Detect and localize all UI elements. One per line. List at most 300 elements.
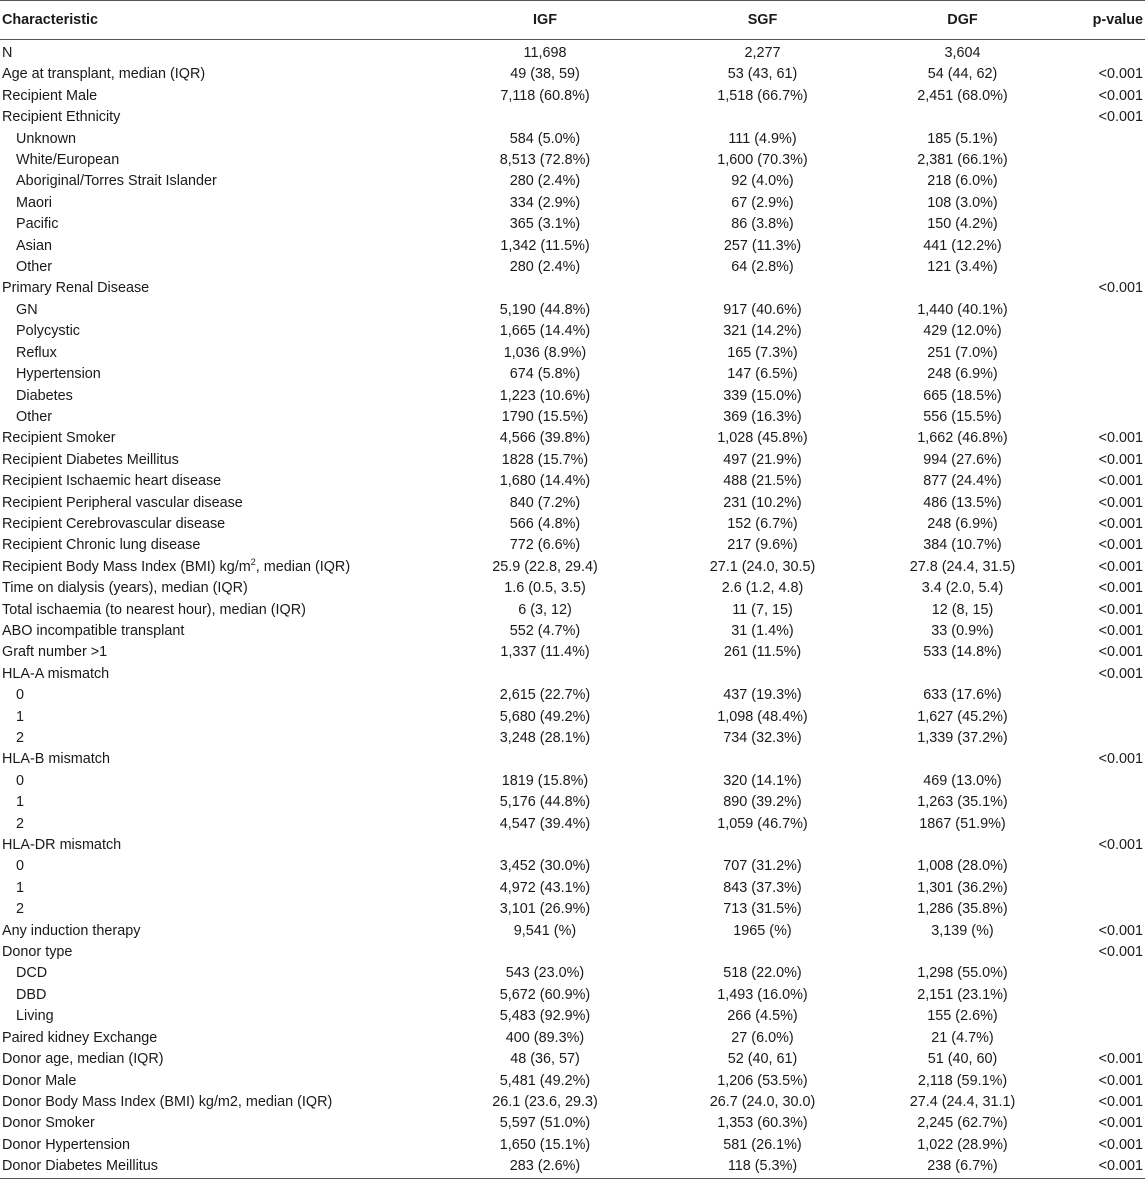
- cell-sgf: 86 (3.8%): [731, 216, 794, 233]
- row-label: DBD: [16, 986, 47, 1003]
- cell-igf: 1,223 (10.6%): [499, 387, 591, 404]
- table-row: [0, 514, 1145, 535]
- cell-sgf: 1,059 (46.7%): [717, 815, 808, 832]
- cell-igf: 552 (4.7%): [509, 622, 581, 639]
- row-label: 2: [16, 730, 25, 746]
- cell-dgf: [865, 942, 1060, 963]
- cell-igf: 1790 (15.5%): [501, 408, 589, 425]
- table-row: [0, 428, 1145, 449]
- row-label: Donor age, median (IQR): [2, 1051, 164, 1068]
- row-label: White/European: [16, 152, 120, 169]
- cell-p-value: [1060, 40, 1145, 65]
- row-label: Maori: [16, 194, 52, 211]
- cell-igf: 6 (3, 12): [518, 601, 572, 618]
- cell-p-value: <0.001: [1098, 430, 1143, 447]
- cell-igf: 5,672 (60.9%): [499, 986, 591, 1003]
- row-label: Recipient Male: [2, 87, 98, 104]
- cell-dgf: 1867 (51.9%): [919, 815, 1006, 832]
- cell-igf: 5,190 (44.8%): [499, 301, 591, 318]
- cell-sgf: 27.1 (24.0, 30.5): [709, 558, 816, 575]
- row-label: Recipient Chronic lung disease: [2, 537, 201, 554]
- cell-sgf: 437 (19.3%): [723, 687, 802, 704]
- cell-p-value: <0.001: [1098, 87, 1143, 104]
- cell-dgf: 2,118 (59.1%): [917, 1072, 1008, 1089]
- row-label: N: [2, 45, 13, 61]
- cell-sgf: 147 (6.5%): [727, 366, 798, 383]
- table-row: [0, 107, 1145, 128]
- cell-p-value: <0.001: [1098, 622, 1143, 639]
- cell-dgf: 1,298 (55.0%): [917, 965, 1008, 982]
- row-label: Asian: [16, 237, 52, 254]
- row-label: DCD: [16, 965, 48, 982]
- row-label: 0: [16, 772, 25, 789]
- row-label: Time on dialysis (years), median (IQR): [2, 580, 248, 597]
- cell-sgf: 217 (9.6%): [727, 537, 798, 554]
- row-label-superscript: 2: [250, 556, 256, 567]
- cell-dgf: 27.8 (24.4, 31.5): [909, 558, 1016, 575]
- table-row: [0, 878, 1145, 899]
- row-label: 1: [16, 879, 25, 896]
- cell-sgf: 1,098 (48.4%): [717, 708, 808, 725]
- row-label: Other: [16, 259, 52, 276]
- cell-igf: 5,680 (49.2%): [499, 708, 591, 725]
- cell-sgf: 497 (21.9%): [723, 451, 802, 468]
- cell-igf: 334 (2.9%): [509, 194, 581, 211]
- cell-p-value: <0.001: [1098, 515, 1143, 532]
- cell-igf: 26.1 (23.6, 29.3): [492, 1093, 598, 1110]
- cell-dgf: 1,440 (40.1%): [917, 301, 1008, 318]
- cell-sgf: 52 (40, 61): [727, 1051, 798, 1068]
- row-label: Recipient Cerebrovascular disease: [2, 515, 226, 532]
- cell-p-value: [1060, 856, 1145, 877]
- cell-sgf: 488 (21.5%): [723, 473, 802, 490]
- cell-dgf: 54 (44, 62): [927, 66, 998, 83]
- cell-p-value: [1060, 985, 1145, 1006]
- row-label: Other: [16, 408, 52, 425]
- table-row: [0, 1006, 1145, 1027]
- row-label: HLA-B mismatch: [2, 751, 110, 768]
- table-row: [0, 1071, 1145, 1092]
- cell-sgf: 1,518 (66.7%): [717, 87, 808, 104]
- cell-igf: 1.6 (0.5, 3.5): [504, 580, 586, 597]
- cell-sgf: 734 (32.3%): [723, 730, 802, 746]
- cell-igf: 4,972 (43.1%): [499, 879, 591, 896]
- cell-p-value: <0.001: [1098, 451, 1143, 468]
- table-row: [0, 150, 1145, 171]
- row-label: ABO incompatible transplant: [2, 622, 185, 639]
- table-row: [0, 600, 1145, 621]
- cell-dgf: [865, 749, 1060, 770]
- table-row: [0, 386, 1145, 407]
- cell-sgf: 1,600 (70.3%): [717, 152, 808, 169]
- cell-igf: 3,248 (28.1%): [499, 730, 591, 746]
- cell-sgf: [660, 278, 865, 299]
- table-row: [0, 64, 1145, 85]
- cell-sgf: 31 (1.4%): [731, 622, 794, 639]
- table-row: [0, 407, 1145, 428]
- cell-igf: 1,665 (14.4%): [499, 323, 591, 340]
- cell-dgf: 155 (2.6%): [927, 1008, 998, 1025]
- cell-igf: 48 (36, 57): [510, 1051, 580, 1068]
- cell-p-value: <0.001: [1098, 1136, 1143, 1153]
- row-label: 0: [16, 687, 25, 704]
- row-label: Recipient Diabetes Meillitus: [2, 451, 179, 468]
- row-label: 1: [16, 794, 25, 811]
- cell-igf: 11,698: [523, 45, 567, 61]
- cell-sgf: 369 (16.3%): [723, 408, 802, 425]
- cell-igf: 1,650 (15.1%): [499, 1136, 591, 1153]
- cell-sgf: [660, 749, 865, 770]
- row-label: Donor Smoker: [2, 1115, 95, 1132]
- cell-p-value: <0.001: [1098, 1072, 1143, 1089]
- cell-p-value: [1060, 236, 1145, 257]
- table-row: [0, 1113, 1145, 1134]
- table-row: [0, 1156, 1145, 1178]
- cell-p-value: <0.001: [1098, 1093, 1143, 1110]
- cell-sgf: 231 (10.2%): [723, 494, 802, 511]
- table-row: [0, 364, 1145, 385]
- cell-sgf: 152 (6.7%): [727, 515, 798, 532]
- table-row: [0, 621, 1145, 642]
- row-label: Pacific: [16, 216, 59, 233]
- table-row: [0, 214, 1145, 235]
- cell-dgf: 384 (10.7%): [923, 537, 1002, 554]
- row-label: Unknown: [16, 130, 76, 147]
- table-row: [0, 129, 1145, 150]
- cell-p-value: [1060, 386, 1145, 407]
- cell-sgf: 1965 (%): [733, 922, 792, 939]
- cell-sgf: 1,028 (45.8%): [717, 430, 808, 447]
- row-label: Living: [16, 1008, 54, 1025]
- cell-igf: 400 (89.3%): [505, 1029, 585, 1046]
- row-label: Donor Hypertension: [2, 1136, 130, 1153]
- cell-dgf: 469 (13.0%): [923, 772, 1002, 789]
- cell-dgf: 441 (12.2%): [923, 237, 1002, 254]
- table-row: [0, 771, 1145, 792]
- cell-p-value: <0.001: [1098, 580, 1143, 597]
- table-body: [0, 40, 1145, 1179]
- cell-p-value: [1060, 1028, 1145, 1049]
- cell-p-value: <0.001: [1098, 644, 1143, 661]
- row-label: Donor Body Mass Index (BMI) kg/m2, median (IQR): [2, 1093, 333, 1110]
- cell-p-value: <0.001: [1098, 922, 1143, 939]
- cell-sgf: 843 (37.3%): [723, 879, 802, 896]
- cell-igf: 7,118 (60.8%): [500, 87, 590, 104]
- cell-igf: 4,547 (39.4%): [499, 815, 591, 832]
- cell-dgf: 1,339 (37.2%): [917, 730, 1008, 746]
- cell-dgf: 33 (0.9%): [931, 622, 994, 639]
- table-row: [0, 1028, 1145, 1049]
- row-label: Recipient Peripheral vascular disease: [2, 494, 243, 511]
- cell-igf: 3,101 (26.9%): [499, 901, 591, 918]
- table-row: [0, 921, 1145, 942]
- cell-p-value: [1060, 899, 1145, 920]
- table-row: [0, 707, 1145, 728]
- cell-dgf: [865, 107, 1060, 128]
- table-row: [0, 1049, 1145, 1070]
- cell-p-value: [1060, 771, 1145, 792]
- table-row: [0, 40, 1145, 65]
- row-label: [0, 557, 430, 578]
- header-characteristic: Characteristic: [0, 1, 430, 40]
- cell-dgf: 633 (17.6%): [923, 687, 1002, 704]
- cell-igf: 5,483 (92.9%): [499, 1008, 591, 1025]
- table-row: [0, 792, 1145, 813]
- cell-p-value: <0.001: [1098, 494, 1143, 511]
- table-row: [0, 300, 1145, 321]
- cell-igf: [430, 278, 660, 299]
- cell-igf: 283 (2.6%): [430, 1156, 660, 1178]
- row-label: Aboriginal/Torres Strait Islander: [16, 173, 217, 190]
- row-label: Age at transplant, median (IQR): [2, 66, 206, 83]
- cell-p-value: [1060, 129, 1145, 150]
- cell-p-value: [1060, 728, 1145, 749]
- cell-p-value: <0.001: [1098, 109, 1143, 126]
- row-label: Diabetes: [16, 387, 73, 404]
- row-label: Reflux: [16, 344, 57, 361]
- cell-dgf: 1,022 (28.9%): [917, 1136, 1008, 1153]
- cell-dgf: 877 (24.4%): [923, 473, 1002, 490]
- table-header: [0, 1, 1145, 40]
- cell-igf: 8,513 (72.8%): [499, 152, 591, 169]
- cell-p-value: <0.001: [1098, 665, 1143, 682]
- cell-sgf: 111 (4.9%): [728, 130, 797, 147]
- row-label: GN: [16, 301, 38, 318]
- row-label: HLA-DR mismatch: [2, 837, 122, 854]
- cell-dgf: 12 (8, 15): [931, 601, 994, 618]
- cell-sgf: 257 (11.3%): [723, 237, 802, 254]
- cell-sgf: 581 (26.1%): [723, 1136, 802, 1153]
- cell-sgf: 2.6 (1.2, 4.8): [721, 580, 804, 597]
- header-igf: IGF: [430, 1, 660, 40]
- cell-igf: 280 (2.4%): [509, 173, 581, 190]
- cell-igf: 2,615 (22.7%): [499, 687, 591, 704]
- table-row: [0, 236, 1145, 257]
- cell-igf: 5,176 (44.8%): [499, 794, 591, 811]
- cell-p-value: <0.001: [1098, 837, 1143, 854]
- cell-p-value: [1060, 685, 1145, 706]
- table-row: [0, 1092, 1145, 1113]
- cell-sgf: 165 (7.3%): [727, 344, 798, 361]
- row-label: Donor Male: [2, 1072, 77, 1089]
- cell-igf: 840 (7.2%): [509, 494, 581, 511]
- cell-p-value: <0.001: [1098, 1051, 1143, 1068]
- row-label: Any induction therapy: [2, 922, 141, 939]
- cell-igf: 1,680 (14.4%): [499, 473, 591, 490]
- row-label-part: , median (IQR): [255, 558, 351, 575]
- table-row: [0, 557, 1145, 578]
- cell-dgf: 2,245 (62.7%): [917, 1115, 1008, 1132]
- cell-p-value: [1060, 963, 1145, 984]
- row-label: Recipient Smoker: [2, 430, 116, 447]
- header-dgf: DGF: [865, 1, 1060, 40]
- table-row: [0, 86, 1145, 107]
- cell-p-value: [1060, 707, 1145, 728]
- row-label: Paired kidney Exchange: [2, 1029, 158, 1046]
- table-row: [0, 450, 1145, 471]
- cell-dgf: 994 (27.6%): [923, 451, 1002, 468]
- row-label: HLA-A mismatch: [2, 665, 110, 682]
- cell-igf: 1819 (15.8%): [501, 772, 589, 789]
- row-label: Recipient Ethnicity: [2, 109, 121, 126]
- cell-sgf: 64 (2.8%): [731, 259, 794, 276]
- cell-p-value: <0.001: [1098, 473, 1143, 490]
- cell-p-value: <0.001: [1098, 66, 1143, 83]
- cell-sgf: 713 (31.5%): [723, 901, 802, 918]
- cell-igf: 1,036 (8.9%): [503, 344, 587, 361]
- cell-dgf: 1,627 (45.2%): [917, 708, 1008, 725]
- table-row: [0, 985, 1145, 1006]
- cell-sgf: 266 (4.5%): [727, 1008, 798, 1025]
- cell-p-value: [1060, 814, 1145, 835]
- cell-dgf: 248 (6.9%): [927, 515, 998, 532]
- cell-dgf: 2,381 (66.1%): [917, 152, 1008, 169]
- cell-dgf: 150 (4.2%): [927, 216, 998, 233]
- header-row: [0, 1, 1145, 40]
- cell-dgf: 3,139 (%): [931, 922, 994, 939]
- table-row: [0, 578, 1145, 599]
- row-label-part: Recipient Body Mass Index (BMI) kg/m: [2, 558, 251, 575]
- cell-p-value: [1060, 343, 1145, 364]
- cell-dgf: 1,008 (28.0%): [917, 858, 1008, 875]
- cell-sgf: 2,277: [744, 45, 781, 61]
- cell-p-value: [1060, 878, 1145, 899]
- cell-p-value: [1060, 214, 1145, 235]
- cell-sgf: [660, 664, 865, 685]
- cell-p-value: [1060, 321, 1145, 342]
- row-label: Recipient Ischaemic heart disease: [2, 473, 222, 490]
- cell-dgf: 218 (6.0%): [927, 173, 998, 190]
- cell-igf: [430, 107, 660, 128]
- cell-igf: 5,481 (49.2%): [499, 1072, 591, 1089]
- table-row: [0, 942, 1145, 963]
- cell-p-value: [1060, 1006, 1145, 1027]
- cell-igf: 49 (38, 59): [510, 66, 580, 83]
- table-row: [0, 471, 1145, 492]
- cell-dgf: 556 (15.5%): [923, 408, 1002, 425]
- cell-sgf: 27 (6.0%): [731, 1029, 794, 1046]
- cell-sgf: 518 (22.0%): [723, 965, 802, 982]
- row-label: 2: [16, 901, 25, 918]
- cell-dgf: 2,451 (68.0%): [917, 87, 1008, 104]
- cell-p-value: <0.001: [1098, 944, 1143, 961]
- row-label: 2: [16, 815, 25, 832]
- table-row: [0, 685, 1145, 706]
- cell-dgf: 1,662 (46.8%): [917, 430, 1008, 447]
- cell-igf: [430, 664, 660, 685]
- cell-p-value: [1060, 364, 1145, 385]
- table-row: [0, 835, 1145, 856]
- cell-dgf: 121 (3.4%): [927, 259, 998, 276]
- cell-igf: 3,452 (30.0%): [499, 858, 591, 875]
- cell-sgf: 320 (14.1%): [723, 772, 802, 789]
- cell-sgf: 261 (11.5%): [723, 644, 802, 661]
- row-label: 1: [16, 708, 25, 725]
- cell-sgf: 917 (40.6%): [723, 301, 802, 318]
- cell-sgf: [660, 835, 865, 856]
- cell-sgf: 67 (2.9%): [731, 194, 794, 211]
- cell-dgf: 2,151 (23.1%): [917, 986, 1008, 1003]
- cell-dgf: [865, 278, 1060, 299]
- row-label: Graft number >1: [2, 644, 108, 661]
- table-row: [0, 664, 1145, 685]
- table-row: [0, 535, 1145, 556]
- cell-dgf: [865, 835, 1060, 856]
- cell-dgf: 665 (18.5%): [923, 387, 1002, 404]
- cell-sgf: 92 (4.0%): [731, 173, 794, 190]
- cell-dgf: 251 (7.0%): [927, 344, 998, 361]
- cell-dgf: 1,301 (36.2%): [917, 879, 1008, 896]
- cell-p-value: <0.001: [1098, 558, 1143, 575]
- cell-dgf: 248 (6.9%): [927, 366, 998, 383]
- table-row: [0, 171, 1145, 192]
- cell-igf: [430, 942, 660, 963]
- cell-dgf: 533 (14.8%): [923, 644, 1002, 661]
- cell-dgf: 486 (13.5%): [923, 494, 1002, 511]
- cell-p-value: <0.001: [1098, 751, 1143, 768]
- table-row: [0, 749, 1145, 770]
- cell-igf: 772 (6.6%): [509, 537, 581, 554]
- cell-igf: 674 (5.8%): [509, 366, 581, 383]
- table-row: [0, 321, 1145, 342]
- cell-sgf: 1,206 (53.5%): [717, 1072, 808, 1089]
- cell-p-value: <0.001: [1060, 1156, 1145, 1178]
- cell-p-value: [1060, 171, 1145, 192]
- table-row: [0, 193, 1145, 214]
- cell-igf: [430, 749, 660, 770]
- row-label: Hypertension: [16, 366, 101, 383]
- cell-sgf: 53 (43, 61): [727, 66, 798, 83]
- cell-p-value: <0.001: [1098, 601, 1143, 618]
- header-sgf: SGF: [660, 1, 865, 40]
- cell-igf: 1,337 (11.4%): [500, 644, 590, 661]
- cell-igf: 25.9 (22.8, 29.4): [492, 558, 598, 575]
- row-label: 0: [16, 858, 25, 875]
- cell-igf: 1828 (15.7%): [501, 451, 589, 468]
- cell-dgf: 1,263 (35.1%): [917, 794, 1008, 811]
- cell-sgf: 890 (39.2%): [723, 794, 802, 811]
- cell-sgf: 118 (5.3%): [660, 1156, 865, 1178]
- table-row: [0, 1135, 1145, 1156]
- cell-dgf: 27.4 (24.4, 31.1): [909, 1093, 1016, 1110]
- cell-dgf: 238 (6.7%): [865, 1156, 1060, 1178]
- cell-p-value: <0.001: [1098, 280, 1143, 297]
- table-row: [0, 728, 1145, 749]
- cell-p-value: [1060, 150, 1145, 171]
- table-row: [0, 899, 1145, 920]
- cell-p-value: [1060, 300, 1145, 321]
- cell-sgf: 11 (7, 15): [732, 601, 793, 618]
- table-row: [0, 257, 1145, 278]
- row-label: Primary Renal Disease: [2, 280, 150, 297]
- cell-igf: [430, 835, 660, 856]
- table-row: [0, 963, 1145, 984]
- cell-igf: 584 (5.0%): [509, 130, 581, 147]
- cell-dgf: [865, 664, 1060, 685]
- table-row: [0, 493, 1145, 514]
- cell-p-value: [1060, 792, 1145, 813]
- cell-sgf: 339 (15.0%): [723, 387, 802, 404]
- cell-igf: 9,541 (%): [513, 922, 577, 939]
- cell-dgf: 3.4 (2.0, 5.4): [921, 580, 1004, 597]
- table-row: [0, 814, 1145, 835]
- cell-p-value: <0.001: [1098, 1115, 1143, 1132]
- cell-dgf: 108 (3.0%): [927, 194, 998, 211]
- cell-igf: 566 (4.8%): [509, 515, 581, 532]
- cell-igf: 4,566 (39.8%): [499, 430, 591, 447]
- cell-p-value: [1060, 257, 1145, 278]
- row-label: Donor Diabetes Meillitus: [0, 1156, 430, 1178]
